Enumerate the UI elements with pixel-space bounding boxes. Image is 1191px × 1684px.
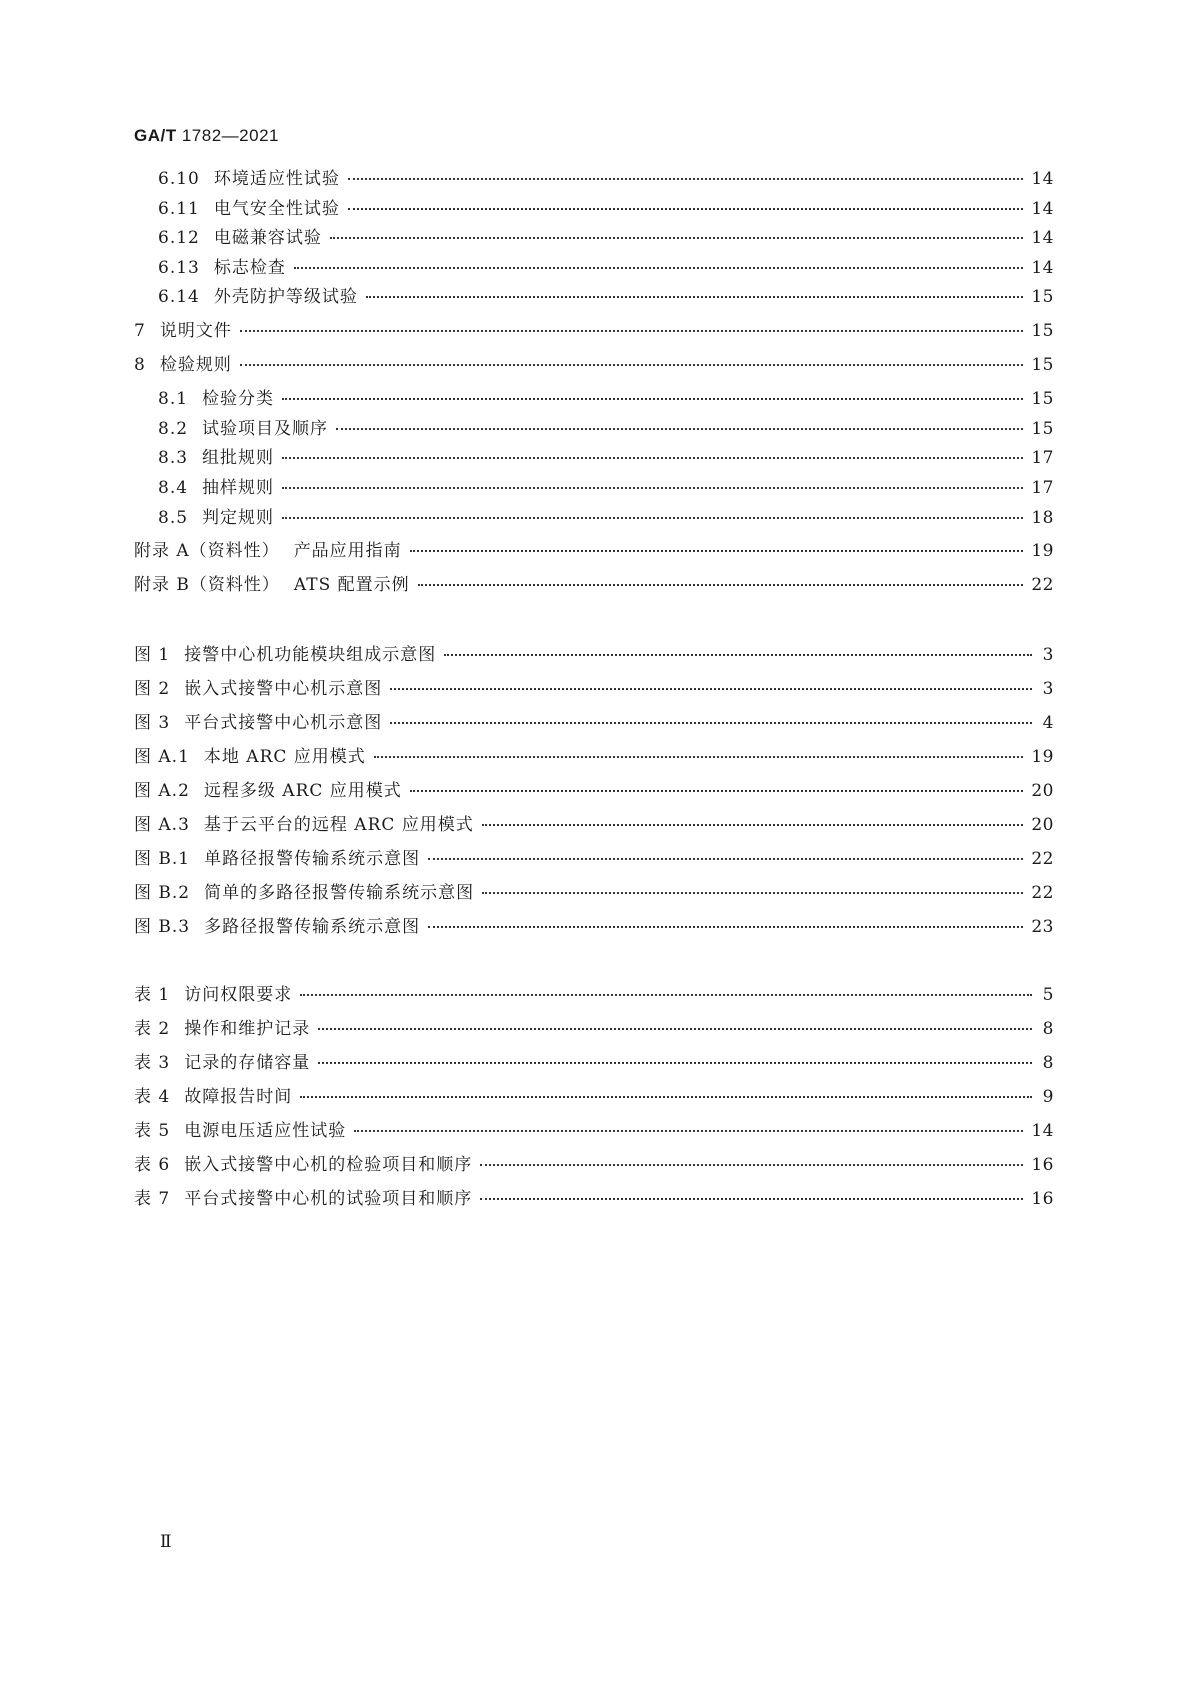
dot-leader — [282, 486, 1023, 489]
figure-number: 图 A.3 — [134, 815, 190, 835]
figure-title: 本地 ARC 应用模式 — [203, 747, 366, 767]
entry-page: 18 — [1031, 508, 1054, 528]
dot-leader — [300, 993, 1032, 996]
entry-page: 14 — [1031, 199, 1054, 219]
entry-page: 22 — [1031, 575, 1054, 595]
entry-number: 8.2 — [158, 419, 189, 439]
toc-table-entry[interactable] — [134, 1014, 1054, 1040]
figure-page: 22 — [1031, 883, 1054, 903]
dot-leader — [410, 789, 1024, 792]
table-number: 表 1 — [134, 985, 171, 1005]
figure-number: 图 B.3 — [134, 917, 191, 937]
toc-table-entry[interactable] — [134, 1116, 1054, 1142]
toc-table-entry[interactable] — [134, 980, 1054, 1006]
table-title: 故障报告时间 — [184, 1087, 293, 1107]
toc-entry[interactable] — [134, 536, 1054, 562]
entry-page: 17 — [1031, 478, 1054, 498]
entry-title: 环境适应性试验 — [213, 169, 340, 189]
entry-number: 附录 A（资料性） — [134, 541, 280, 561]
toc-figure-entry[interactable] — [134, 810, 1054, 836]
entry-number: 6.11 — [158, 199, 200, 219]
entry-number: 8.3 — [158, 448, 189, 468]
figure-number: 图 A.2 — [134, 781, 190, 801]
table-number: 表 5 — [134, 1121, 171, 1141]
entry-page: 15 — [1031, 287, 1054, 307]
entry-title: 组批规则 — [202, 448, 275, 468]
figure-title: 接警中心机功能模块组成示意图 — [184, 645, 437, 665]
toc-figure-entry[interactable] — [134, 674, 1054, 700]
dot-leader — [318, 1061, 1032, 1064]
figure-page: 19 — [1031, 747, 1054, 767]
page-number: Ⅱ — [160, 1532, 172, 1552]
table-title: 访问权限要求 — [184, 985, 293, 1005]
dot-leader — [444, 653, 1032, 656]
entry-page: 14 — [1031, 228, 1054, 248]
entry-title: 说明文件 — [159, 321, 232, 341]
standard-number: 1782—2021 — [181, 126, 279, 145]
table-number: 表 3 — [134, 1053, 171, 1073]
figure-title: 单路径报警传输系统示意图 — [204, 849, 421, 869]
dot-leader — [282, 456, 1023, 459]
dot-leader — [390, 721, 1032, 724]
entry-page: 15 — [1031, 419, 1054, 439]
dot-leader — [390, 687, 1032, 690]
standard-code: GA/T — [134, 126, 177, 145]
entry-title: ATS 配置示例 — [293, 575, 410, 595]
dot-leader — [418, 583, 1024, 586]
toc-table-entry[interactable] — [134, 1184, 1054, 1210]
dot-leader — [374, 755, 1024, 758]
entry-number: 附录 B（资料性） — [134, 575, 280, 595]
dot-leader — [428, 857, 1023, 860]
figure-page: 3 — [1042, 645, 1054, 665]
dot-leader — [366, 295, 1024, 298]
figure-title: 简单的多路径报警传输系统示意图 — [204, 883, 475, 903]
entry-number: 6.13 — [158, 258, 200, 278]
dot-leader — [318, 1027, 1032, 1030]
entry-number: 6.12 — [158, 228, 200, 248]
toc-table-entry[interactable] — [134, 1048, 1054, 1074]
dot-leader — [240, 363, 1024, 366]
toc-entry[interactable] — [158, 384, 1054, 410]
table-page: 16 — [1031, 1189, 1054, 1209]
toc-entry[interactable] — [158, 414, 1054, 440]
figure-page: 20 — [1031, 815, 1054, 835]
table-title: 操作和维护记录 — [184, 1019, 311, 1039]
figure-page: 20 — [1031, 781, 1054, 801]
table-page: 8 — [1042, 1019, 1054, 1039]
toc-figure-entry[interactable] — [134, 844, 1054, 870]
table-number: 表 4 — [134, 1087, 171, 1107]
entry-title: 产品应用指南 — [293, 541, 402, 561]
toc-figure-entry[interactable] — [134, 878, 1054, 904]
entry-number: 6.14 — [158, 287, 200, 307]
table-page: 14 — [1031, 1121, 1054, 1141]
dot-leader — [480, 1197, 1023, 1200]
figure-page: 4 — [1042, 713, 1054, 733]
table-title: 记录的存储容量 — [184, 1053, 311, 1073]
entry-title: 外壳防护等级试验 — [213, 287, 358, 307]
entry-title: 检验规则 — [159, 355, 232, 375]
toc-entry[interactable] — [158, 223, 1054, 249]
entry-title: 电磁兼容试验 — [213, 228, 322, 248]
entry-page: 17 — [1031, 448, 1054, 468]
dot-leader — [300, 1095, 1032, 1098]
entry-page: 15 — [1031, 321, 1054, 341]
toc-entry[interactable] — [134, 350, 1054, 376]
figure-title: 基于云平台的远程 ARC 应用模式 — [203, 815, 474, 835]
toc-entry[interactable] — [158, 473, 1054, 499]
figure-page: 22 — [1031, 849, 1054, 869]
dot-leader — [482, 891, 1023, 894]
entry-title: 抽样规则 — [202, 478, 275, 498]
toc-entry[interactable] — [158, 253, 1054, 279]
entry-page: 19 — [1031, 541, 1054, 561]
toc-entry[interactable] — [158, 282, 1054, 308]
dot-leader — [482, 823, 1024, 826]
entry-number: 8.5 — [158, 508, 189, 528]
figure-page: 23 — [1031, 917, 1054, 937]
dot-leader — [410, 549, 1024, 552]
figure-number: 图 3 — [134, 713, 171, 733]
dot-leader — [428, 925, 1023, 928]
dot-leader — [336, 427, 1023, 430]
standard-header — [134, 126, 279, 146]
entry-title: 试验项目及顺序 — [202, 419, 329, 439]
toc-entry[interactable] — [158, 194, 1054, 220]
toc-entry[interactable] — [158, 443, 1054, 469]
dot-leader — [282, 516, 1023, 519]
table-page: 16 — [1031, 1155, 1054, 1175]
dot-leader — [240, 329, 1024, 332]
entry-page: 15 — [1031, 389, 1054, 409]
toc-figure-entry[interactable] — [134, 742, 1054, 768]
entry-page: 15 — [1031, 355, 1054, 375]
table-number: 表 6 — [134, 1155, 171, 1175]
table-title: 电源电压适应性试验 — [184, 1121, 347, 1141]
entry-title: 标志检查 — [213, 258, 286, 278]
toc-figure-entry[interactable] — [134, 708, 1054, 734]
table-title: 嵌入式接警中心机的检验项目和顺序 — [184, 1155, 473, 1175]
entry-title: 判定规则 — [202, 508, 275, 528]
toc-entry[interactable] — [158, 164, 1054, 190]
table-page: 8 — [1042, 1053, 1054, 1073]
entry-page: 14 — [1031, 169, 1054, 189]
dot-leader — [348, 177, 1024, 180]
toc-figure-entry[interactable] — [134, 640, 1054, 666]
toc-table-entry[interactable] — [134, 1082, 1054, 1108]
entry-number: 7 — [134, 321, 146, 341]
dot-leader — [282, 397, 1023, 400]
toc-figure-entry[interactable] — [134, 912, 1054, 938]
toc-entry[interactable] — [158, 503, 1054, 529]
entry-number: 8.4 — [158, 478, 189, 498]
entry-title: 电气安全性试验 — [213, 199, 340, 219]
table-page: 9 — [1042, 1087, 1054, 1107]
figure-page: 3 — [1042, 679, 1054, 699]
dot-leader — [480, 1163, 1023, 1166]
entry-title: 检验分类 — [202, 389, 275, 409]
toc-table-entry[interactable] — [134, 1150, 1054, 1176]
dot-leader — [348, 207, 1024, 210]
figure-title: 多路径报警传输系统示意图 — [204, 917, 421, 937]
toc-entry[interactable] — [134, 570, 1054, 596]
figure-number: 图 B.1 — [134, 849, 191, 869]
toc-figure-entry[interactable] — [134, 776, 1054, 802]
table-number: 表 2 — [134, 1019, 171, 1039]
entry-number: 8 — [134, 355, 146, 375]
entry-number: 6.10 — [158, 169, 200, 189]
table-title: 平台式接警中心机的试验项目和顺序 — [184, 1189, 473, 1209]
figure-title: 远程多级 ARC 应用模式 — [203, 781, 402, 801]
entry-page: 14 — [1031, 258, 1054, 278]
dot-leader — [354, 1129, 1023, 1132]
figure-title: 平台式接警中心机示意图 — [184, 713, 383, 733]
toc-entry[interactable] — [134, 316, 1054, 342]
table-number: 表 7 — [134, 1189, 171, 1209]
figure-number: 图 B.2 — [134, 883, 191, 903]
figure-number: 图 A.1 — [134, 747, 190, 767]
figure-title: 嵌入式接警中心机示意图 — [184, 679, 383, 699]
dot-leader — [330, 236, 1024, 239]
entry-number: 8.1 — [158, 389, 189, 409]
figure-number: 图 2 — [134, 679, 171, 699]
table-page: 5 — [1042, 985, 1054, 1005]
figure-number: 图 1 — [134, 645, 171, 665]
dot-leader — [294, 266, 1024, 269]
